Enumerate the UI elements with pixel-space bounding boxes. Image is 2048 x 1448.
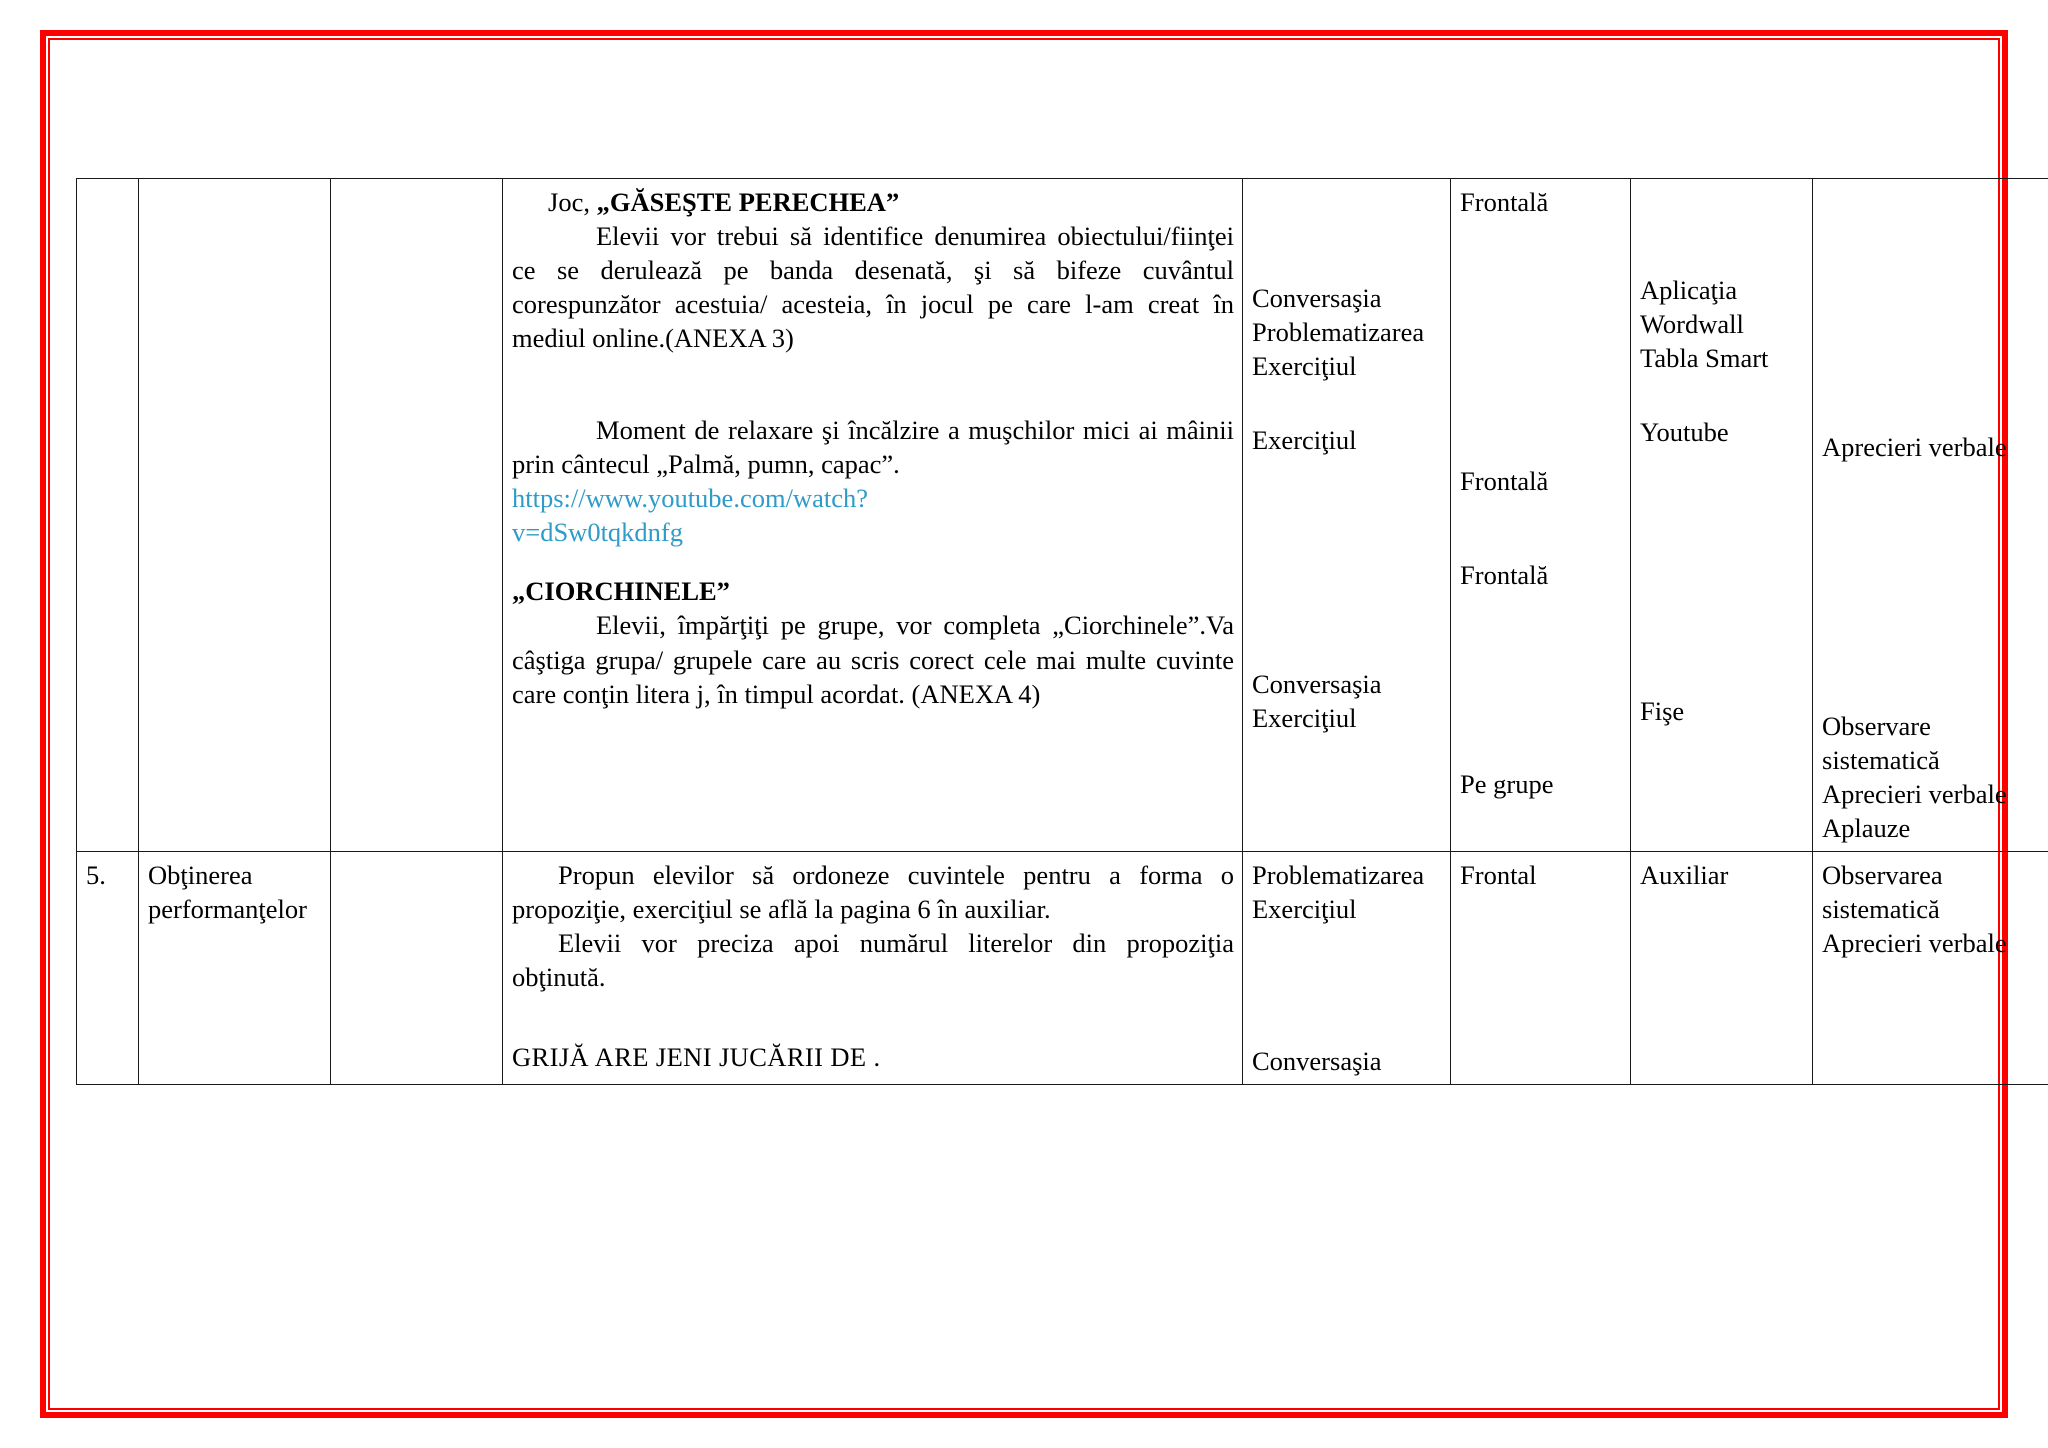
evaluation-item: Aprecieri verbale bbox=[1822, 432, 2007, 462]
evaluation-item: Aplauze bbox=[1822, 813, 1911, 844]
form-item: Frontal bbox=[1460, 860, 1537, 891]
scrambled-sentence: GRIJĂ ARE JENI JUCĂRII DE . bbox=[512, 1042, 881, 1073]
method-item: Conversaşia bbox=[1252, 283, 1382, 313]
spacer bbox=[512, 994, 1234, 1040]
game-title: „GĂSEŞTE PERECHEA” bbox=[596, 187, 900, 217]
method-item: Problematizarea bbox=[1252, 317, 1425, 348]
form-item: Frontală bbox=[1460, 466, 1549, 497]
spacer bbox=[512, 549, 1234, 574]
cell-time bbox=[331, 179, 503, 852]
method-item: Problematizarea bbox=[1252, 860, 1425, 891]
performance-paragraph-1: Propun elevilor să ordoneze cuvintele pentru a forma o propoziţie, exerciţiul se află la pagina 6 în auxiliar. bbox=[512, 860, 1234, 925]
spacer bbox=[1640, 185, 1804, 273]
cell-evaluation bbox=[1813, 852, 2048, 1085]
cell-content bbox=[503, 179, 1243, 852]
spacer bbox=[1252, 457, 1442, 667]
performance-paragraph-2: Elevii vor preciza apoi numărul literelor din propoziţia obţinută. bbox=[512, 928, 1234, 993]
evaluation-item: Aprecieri verbale bbox=[1822, 928, 2007, 959]
cell-evaluation bbox=[1813, 179, 2048, 852]
method-item: Exerciţiul bbox=[1252, 351, 1357, 382]
spacer bbox=[1822, 185, 2048, 430]
spacer bbox=[1460, 498, 1622, 558]
ciorchinele-title: „CIORCHINELE” bbox=[512, 576, 730, 607]
resource-item: Tabla Smart bbox=[1640, 343, 1769, 374]
evaluation-item: Aprecieri verbale bbox=[1822, 779, 2007, 810]
evaluation-item: sistematică bbox=[1822, 894, 1940, 925]
evaluation-item: Observare bbox=[1822, 711, 1931, 742]
spacer bbox=[512, 355, 1234, 413]
relax-description: Moment de relaxare şi încălzire a muşchilor mici ai mâinii prin cântecul „Palmă, pumn, capac”. bbox=[512, 415, 1234, 480]
game-title-line bbox=[512, 185, 1234, 219]
form-item: Frontală bbox=[1460, 187, 1549, 217]
spacer bbox=[1640, 375, 1804, 415]
form-item: Frontală bbox=[1460, 560, 1549, 591]
cell-methods bbox=[1243, 179, 1451, 852]
game-description: Elevii vor trebui să identifice denumirea obiectului/fiinţei ce se derulează pe banda desenată, şi să bifeze cuvântul corespunzător acestuia/ acesteia, în jocul pe care l-am creat în mediul online.(ANEXA 3) bbox=[512, 221, 1234, 354]
method-item: Conversaşia bbox=[1252, 669, 1382, 700]
youtube-link-line-2[interactable]: v=dSw0tqkdnfg bbox=[512, 517, 684, 548]
spacer bbox=[1460, 219, 1622, 464]
resource-item: Wordwall bbox=[1640, 309, 1744, 340]
table-row bbox=[77, 179, 2048, 852]
youtube-link-line-1[interactable]: https://www.youtube.com/watch? bbox=[512, 483, 868, 514]
spacer bbox=[1822, 464, 2048, 709]
cell-stage bbox=[139, 852, 331, 1085]
method-item: Exerciţiul bbox=[1252, 703, 1357, 734]
resource-item: Auxiliar bbox=[1640, 860, 1729, 891]
cell-time bbox=[331, 852, 503, 1085]
method-item: Exerciţiul bbox=[1252, 425, 1357, 456]
cell-organization-forms bbox=[1451, 179, 1631, 852]
spacer bbox=[1640, 449, 1804, 694]
cell-content bbox=[503, 852, 1243, 1085]
spacer bbox=[1460, 592, 1622, 767]
cell-number: 5. bbox=[77, 852, 139, 1085]
spacer bbox=[1252, 185, 1442, 281]
cell-resources bbox=[1631, 179, 1813, 852]
resource-item: Fişe bbox=[1640, 696, 1685, 727]
cell-stage bbox=[139, 179, 331, 852]
table-row bbox=[77, 852, 2048, 1085]
stage-label-line-1: Obţinerea bbox=[148, 860, 253, 891]
resource-item: Aplicaţia bbox=[1640, 275, 1738, 305]
evaluation-item: Observarea bbox=[1822, 860, 1943, 891]
ciorchinele-description: Elevii, împărţiţi pe grupe, vor completa „Ciorchinele”.Va câştiga grupa/ grupele care au scris corect cele mai multe cuvinte care conţin litera j, în timpul acordat. (ANEXA 4) bbox=[512, 610, 1234, 709]
form-item: Pe grupe bbox=[1460, 769, 1554, 800]
resource-item: Youtube bbox=[1640, 417, 1729, 448]
cell-methods bbox=[1243, 852, 1451, 1085]
spacer bbox=[1252, 926, 1442, 1044]
cell-organization-forms bbox=[1451, 852, 1631, 1085]
method-item: Conversaşia bbox=[1252, 1046, 1382, 1077]
spacer bbox=[1252, 383, 1442, 423]
cell-number bbox=[77, 179, 139, 852]
method-item: Exerciţiul bbox=[1252, 894, 1357, 925]
evaluation-item: sistematică bbox=[1822, 745, 1940, 776]
game-title-prefix: Joc, bbox=[548, 187, 597, 217]
cell-resources bbox=[1631, 852, 1813, 1085]
stage-label-line-2: performanţelor bbox=[148, 894, 307, 925]
lesson-plan-table bbox=[76, 178, 2048, 1085]
